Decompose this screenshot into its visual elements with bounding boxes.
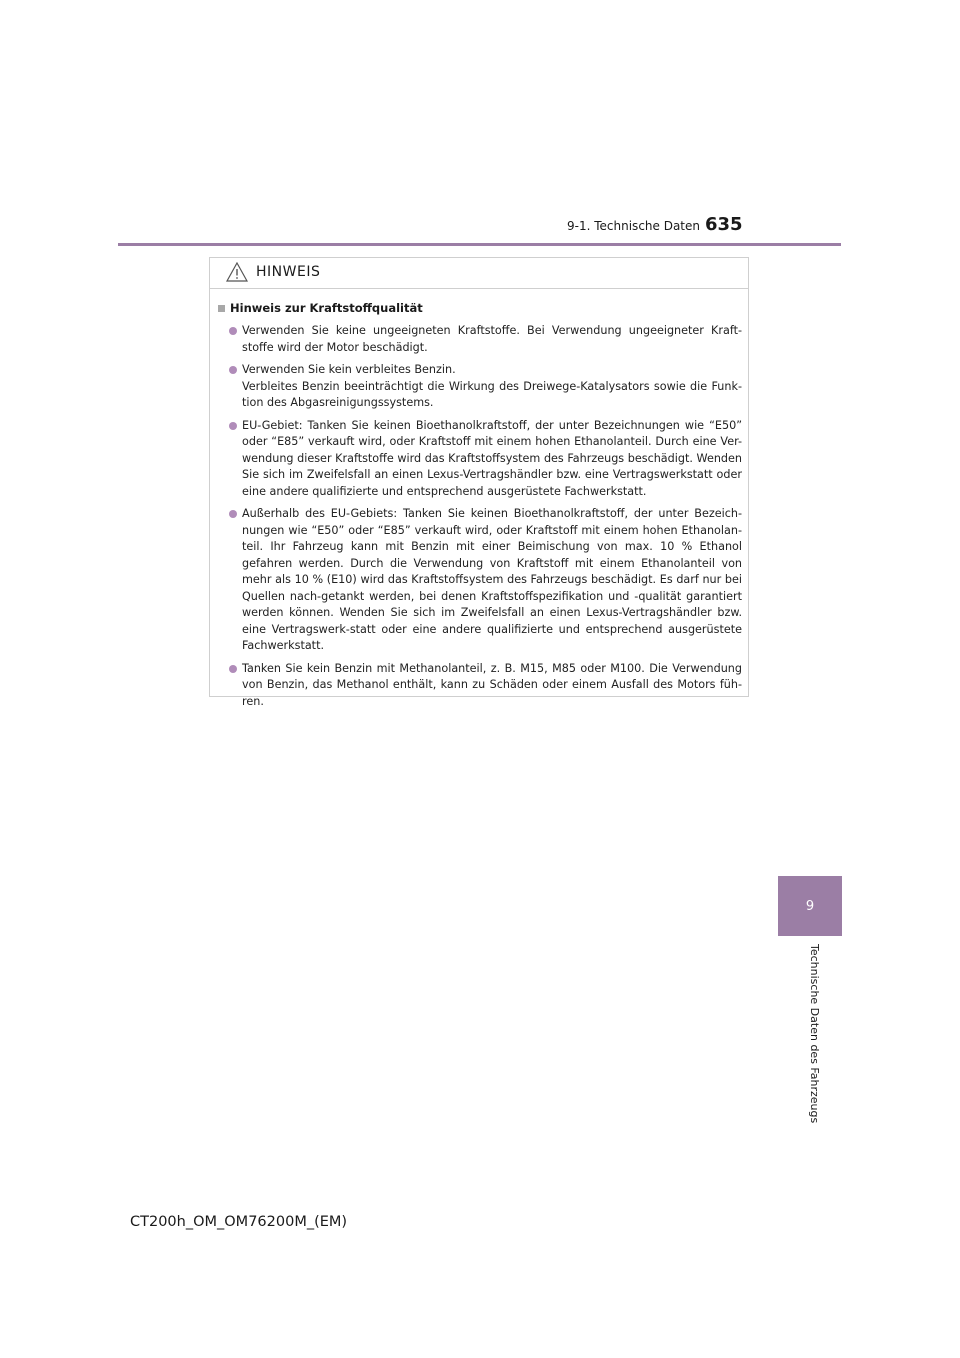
header-divider	[118, 243, 841, 246]
notice-header	[210, 258, 748, 289]
section-heading-text: Hinweis zur Kraftstoffqualität	[230, 301, 423, 315]
square-bullet-icon	[218, 305, 225, 312]
list-item	[218, 661, 742, 711]
bullet-dot-icon	[229, 366, 237, 374]
section-title: 9-1. Technische Daten	[567, 219, 700, 233]
list-item	[218, 362, 742, 412]
document-code: CT200h_OM_OM76200M_(EM)	[130, 1214, 348, 1230]
notice-body	[210, 289, 748, 710]
bullet-dot-icon	[229, 510, 237, 518]
list-item	[218, 506, 742, 655]
bullet-dot-icon	[229, 665, 237, 673]
page-number: 635	[705, 214, 743, 235]
notice-box	[209, 257, 749, 708]
chapter-tab	[778, 876, 842, 936]
chapter-label: Technische Daten des Fahrzeugs	[808, 944, 821, 1124]
bullet-text: Verwenden Sie keine ungeeigneten Kraftstoffe. Bei Verwendung ungeeigneter Kraft-stoffe wird der Motor beschädigt.	[242, 324, 742, 354]
notice-title: HINWEIS	[256, 264, 321, 280]
bullet-text: Verwenden Sie kein verbleites Benzin.	[242, 363, 456, 376]
bullet-text: Außerhalb des EU-Gebiets: Tanken Sie keinen Bioethanolkraftstoff, der unter Bezeich-nungen wie “E50” oder “E85” verkauft wird, oder Kraftstoff mit einem hohen Ethanolan-teil. Ihr Fahrzeug kann mit Benzin mit einer Beimischung von max. 10 % Ethanol gefahren werden. Durch die Verwendung von Kraftstoff mit einem Ethanolanteil von mehr als 10 % (E10) wird das Kraftstoffsystem des Fahrzeugs beschädigt. Es darf nur bei Quellen nach-getankt werden, bei denen Kraftstoffspezifikation und -qualität garantiert werden können. Wenden Sie sich im Zweifelsfall an einen Lexus-Vertragshändler bzw. eine Vertragswerk-statt oder eine andere qualifizierte und entsprechend ausgerüstete Fachwerkstatt.	[242, 507, 742, 652]
bullet-dot-icon	[229, 327, 237, 335]
bullet-text-continued: Verbleites Benzin beeinträchtigt die Wirkung des Dreiwege-Katalysators sowie die Funk-tion des Abgasreinigungssystems.	[242, 379, 742, 409]
bullet-dot-icon	[229, 422, 237, 430]
bullet-text: EU-Gebiet: Tanken Sie keinen Bioethanolkraftstoff, der unter Bezeichnungen wie “E50” oder “E85” verkauft wird, oder Kraftstoff mit einem hohen Ethanolanteil. Durch eine Ver-wendung dieser Kraftstoffe wird das Kraftstoffsystem des Fahrzeugs beschädigt. Wenden Sie sich im Zweifelsfall an einen Lexus-Vertragshändler bzw. eine Vertragswerkstatt oder eine andere qualifizierte und entsprechend ausgerüstete Fachwerkstatt.	[242, 418, 742, 498]
bullet-list	[218, 323, 742, 710]
section-heading	[218, 301, 742, 315]
list-item	[218, 323, 742, 356]
warning-triangle-icon	[226, 262, 248, 282]
list-item	[218, 418, 742, 501]
chapter-number: 9	[805, 898, 815, 914]
bullet-text: Tanken Sie kein Benzin mit Methanolanteil, z. B. M15, M85 oder M100. Die Verwendung von Benzin, das Methanol enthält, kann zu Schäden oder einem Ausfall des Motors füh-ren.	[242, 661, 742, 708]
